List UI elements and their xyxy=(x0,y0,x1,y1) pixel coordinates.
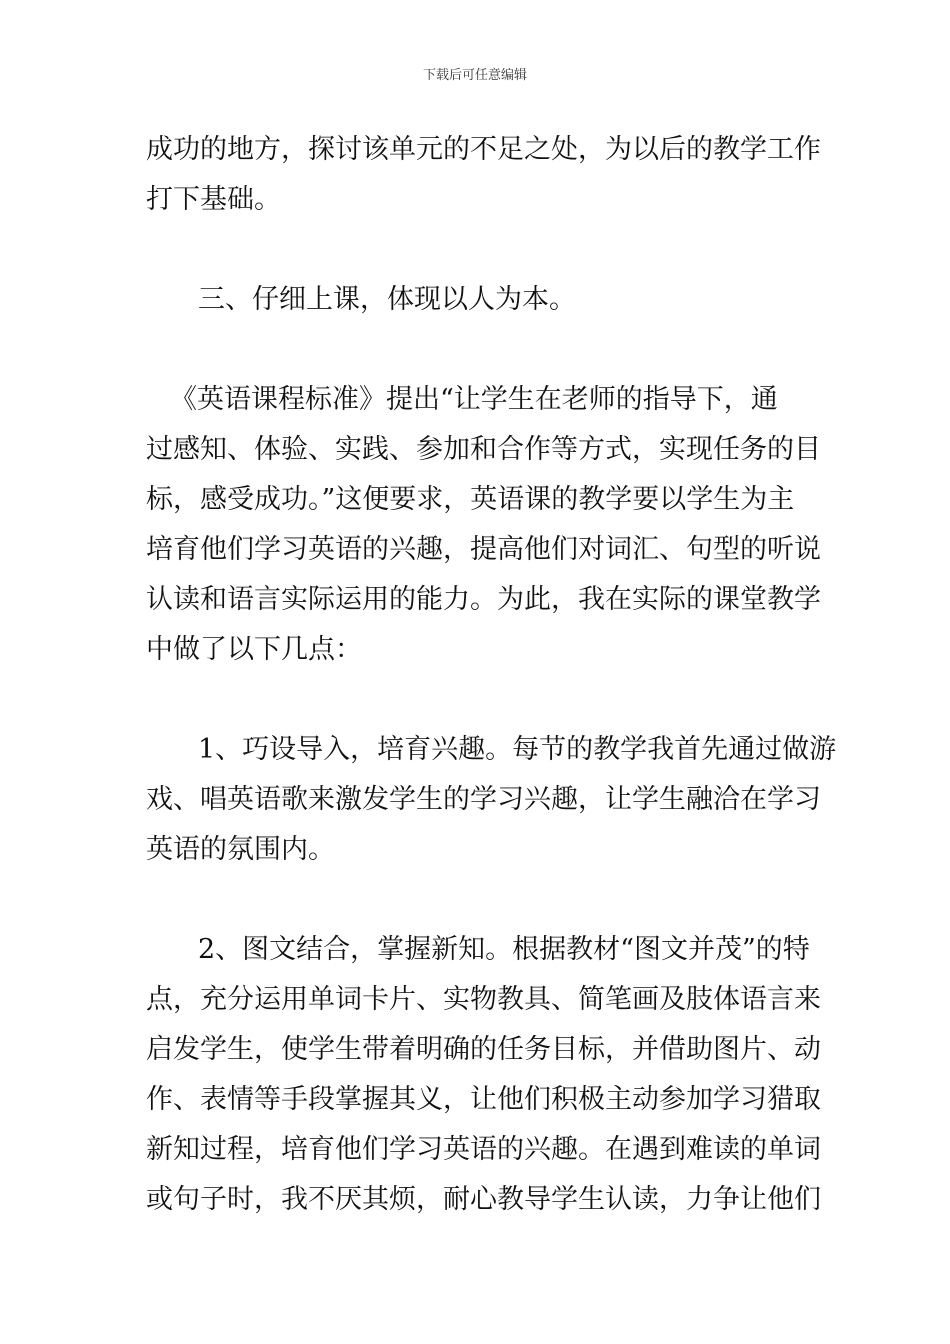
text-line: 成功的地方，探讨该单元的不足之处，为以后的教学工作 xyxy=(146,134,821,165)
text-line: 认读和语言实际运用的能力。为此，我在实际的课堂教学 xyxy=(146,584,821,615)
text-line: 1、巧设导入，培育兴趣。每节的教学我首先通过做游 xyxy=(198,734,837,765)
section-heading: 三、仔细上课，体现以人为本。 xyxy=(198,284,576,315)
text-line: 作、表情等手段掌握其义，让他们积极主动参加学习猎取 xyxy=(146,1084,821,1115)
page-header: 下载后可任意编辑 xyxy=(422,68,527,83)
text-line: 中做了以下几点： xyxy=(146,634,362,665)
text-line: 新知过程，培育他们学习英语的兴趣。在遇到难读的单词 xyxy=(146,1134,821,1165)
text-line: 点，充分运用单词卡片、实物教具、简笔画及肢体语言来 xyxy=(146,984,821,1015)
text-line: 培育他们学习英语的兴趣，提高他们对词汇、句型的听说 xyxy=(146,534,821,565)
text-line: 《英语课程标准》提出“让学生在老师的指导下，通 xyxy=(170,384,778,415)
text-line: 标，感受成功。”这便要求，英语课的教学要以学生为主 xyxy=(146,484,795,515)
text-line: 英语的氛围内。 xyxy=(146,834,335,865)
text-line: 启发学生，使学生带着明确的任务目标，并借助图片、动 xyxy=(146,1034,821,1065)
text-line: 2、图文结合，掌握新知。根据教材“图文并茂”的特 xyxy=(198,934,810,965)
text-line: 或句子时，我不厌其烦，耐心教导学生认读，力争让他们 xyxy=(146,1184,821,1215)
text-line: 过感知、体验、实践、参加和合作等方式，实现任务的目 xyxy=(146,434,821,465)
text-line: 打下基础。 xyxy=(146,184,281,215)
text-line: 戏、唱英语歌来激发学生的学习兴趣，让学生融洽在学习 xyxy=(146,784,821,815)
